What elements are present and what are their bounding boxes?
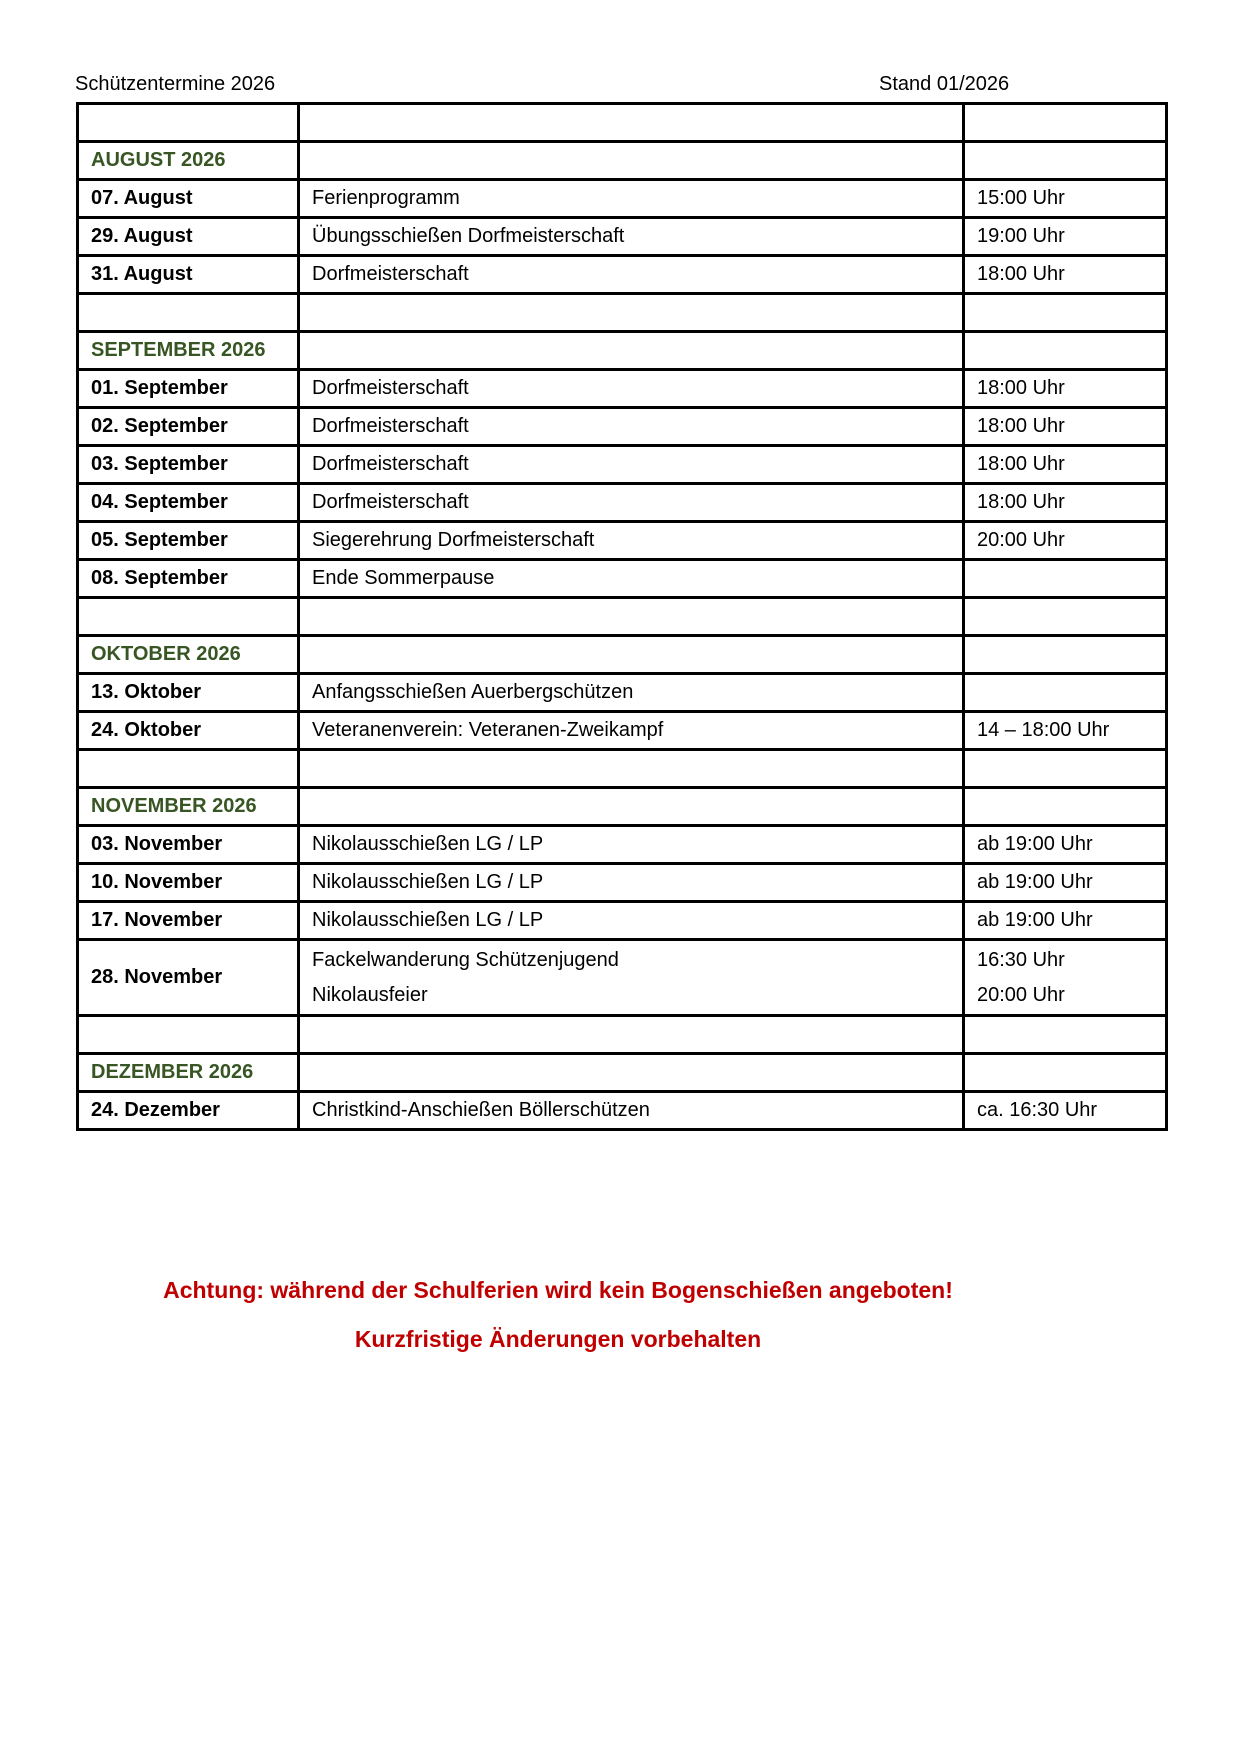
event-row xyxy=(78,940,1167,1016)
event-description-cell: Dorfmeisterschaft xyxy=(299,256,964,294)
event-date-cell: 13. Oktober xyxy=(78,674,299,712)
empty-event-cell xyxy=(299,636,964,674)
event-time-cell: 18:00 Uhr xyxy=(964,446,1167,484)
event-row xyxy=(78,522,1167,560)
event-time-cell xyxy=(964,674,1167,712)
empty-date-cell xyxy=(78,1016,299,1054)
empty-event-cell xyxy=(299,1016,964,1054)
event-date-cell: 29. August xyxy=(78,218,299,256)
spacer-row xyxy=(78,294,1167,332)
event-time-cell: 18:00 Uhr xyxy=(964,484,1167,522)
event-time-cell: 18:00 Uhr xyxy=(964,408,1167,446)
warning-line-1: Achtung: während der Schulferien wird kein Bogenschießen angeboten! xyxy=(163,1277,953,1303)
doc-header xyxy=(0,0,1241,102)
event-description-cell: Übungsschießen Dorfmeisterschaft xyxy=(299,218,964,256)
event-description-cell: Nikolausschießen LG / LP xyxy=(299,826,964,864)
event-row xyxy=(78,408,1167,446)
event-date-cell: 03. November xyxy=(78,826,299,864)
page-title: Schützentermine 2026 xyxy=(75,73,276,95)
spacer-row xyxy=(78,750,1167,788)
event-date-cell: 10. November xyxy=(78,864,299,902)
empty-date-cell xyxy=(78,750,299,788)
event-description-cell: Christkind-Anschießen Böllerschützen xyxy=(299,1092,964,1130)
event-row xyxy=(78,180,1167,218)
spacer-row xyxy=(78,104,1167,142)
month-header-cell: OKTOBER 2026 xyxy=(78,636,299,674)
spacer-row xyxy=(78,598,1167,636)
schedule-table-body xyxy=(78,104,1167,1130)
event-time-cell: ab 19:00 Uhr xyxy=(964,902,1167,940)
event-date-cell: 28. November xyxy=(78,940,299,1016)
event-date-cell: 05. September xyxy=(78,522,299,560)
empty-time-cell xyxy=(964,1054,1167,1092)
event-time-cell: 14 – 18:00 Uhr xyxy=(964,712,1167,750)
event-description-cell: Dorfmeisterschaft xyxy=(299,484,964,522)
empty-time-cell xyxy=(964,294,1167,332)
empty-event-cell xyxy=(299,750,964,788)
event-time-cell: 15:00 Uhr xyxy=(964,180,1167,218)
event-description-cell: Ende Sommerpause xyxy=(299,560,964,598)
month-header-cell: SEPTEMBER 2026 xyxy=(78,332,299,370)
event-row xyxy=(78,864,1167,902)
event-time-cell: 19:00 Uhr xyxy=(964,218,1167,256)
empty-event-cell xyxy=(299,142,964,180)
empty-event-cell xyxy=(299,104,964,142)
event-row xyxy=(78,560,1167,598)
spacer-row xyxy=(78,1016,1167,1054)
empty-time-cell xyxy=(964,332,1167,370)
empty-time-cell xyxy=(964,1016,1167,1054)
month-header-row xyxy=(78,332,1167,370)
event-description-cell: Dorfmeisterschaft xyxy=(299,408,964,446)
event-row xyxy=(78,712,1167,750)
event-date-cell: 01. September xyxy=(78,370,299,408)
event-row xyxy=(78,256,1167,294)
event-date-cell: 24. Dezember xyxy=(78,1092,299,1130)
event-time-cell xyxy=(964,560,1167,598)
event-time-cell: 18:00 Uhr xyxy=(964,256,1167,294)
event-row xyxy=(78,218,1167,256)
event-date-cell: 08. September xyxy=(78,560,299,598)
event-time-cell: 16:30 Uhr 20:00 Uhr xyxy=(964,940,1167,1016)
empty-event-cell xyxy=(299,332,964,370)
month-header-row xyxy=(78,636,1167,674)
empty-event-cell xyxy=(299,1054,964,1092)
empty-event-cell xyxy=(299,598,964,636)
empty-date-cell xyxy=(78,104,299,142)
event-time-cell: ab 19:00 Uhr xyxy=(964,826,1167,864)
month-header-row xyxy=(78,142,1167,180)
event-time-cell: 20:00 Uhr xyxy=(964,522,1167,560)
event-row xyxy=(78,902,1167,940)
month-header-cell: NOVEMBER 2026 xyxy=(78,788,299,826)
warning-note xyxy=(76,1266,1040,1364)
event-row xyxy=(78,484,1167,522)
schedule-table xyxy=(76,102,1168,1131)
event-description-cell: Siegerehrung Dorfmeisterschaft xyxy=(299,522,964,560)
empty-time-cell xyxy=(964,750,1167,788)
month-header-cell: DEZEMBER 2026 xyxy=(78,1054,299,1092)
event-date-cell: 31. August xyxy=(78,256,299,294)
event-row xyxy=(78,826,1167,864)
event-description-cell: Nikolausschießen LG / LP xyxy=(299,902,964,940)
event-description-cell: Veteranenverein: Veteranen-Zweikampf xyxy=(299,712,964,750)
empty-event-cell xyxy=(299,294,964,332)
empty-date-cell xyxy=(78,598,299,636)
month-header-row xyxy=(78,1054,1167,1092)
event-description-cell: Anfangsschießen Auerbergschützen xyxy=(299,674,964,712)
event-time-cell: 18:00 Uhr xyxy=(964,370,1167,408)
event-date-cell: 02. September xyxy=(78,408,299,446)
event-time-cell: ca. 16:30 Uhr xyxy=(964,1092,1167,1130)
event-time-cell: ab 19:00 Uhr xyxy=(964,864,1167,902)
event-row xyxy=(78,446,1167,484)
event-row xyxy=(78,1092,1167,1130)
event-date-cell: 07. August xyxy=(78,180,299,218)
month-header-row xyxy=(78,788,1167,826)
empty-time-cell xyxy=(964,142,1167,180)
month-header-cell: AUGUST 2026 xyxy=(78,142,299,180)
event-date-cell: 17. November xyxy=(78,902,299,940)
empty-time-cell xyxy=(964,636,1167,674)
event-row xyxy=(78,370,1167,408)
empty-time-cell xyxy=(964,598,1167,636)
event-date-cell: 03. September xyxy=(78,446,299,484)
event-description-cell: Nikolausschießen LG / LP xyxy=(299,864,964,902)
event-description-cell: Dorfmeisterschaft xyxy=(299,370,964,408)
empty-event-cell xyxy=(299,788,964,826)
warning-line-2: Kurzfristige Änderungen vorbehalten xyxy=(354,1326,762,1352)
doc-version-status: Stand 01/2026 xyxy=(879,73,1010,95)
empty-time-cell xyxy=(964,788,1167,826)
empty-date-cell xyxy=(78,294,299,332)
event-row xyxy=(78,674,1167,712)
event-description-cell: Dorfmeisterschaft xyxy=(299,446,964,484)
event-description-cell: Ferienprogramm xyxy=(299,180,964,218)
event-date-cell: 24. Oktober xyxy=(78,712,299,750)
event-date-cell: 04. September xyxy=(78,484,299,522)
event-description-cell: Fackelwanderung Schützenjugend Nikolausfeier xyxy=(299,940,964,1016)
empty-time-cell xyxy=(964,104,1167,142)
